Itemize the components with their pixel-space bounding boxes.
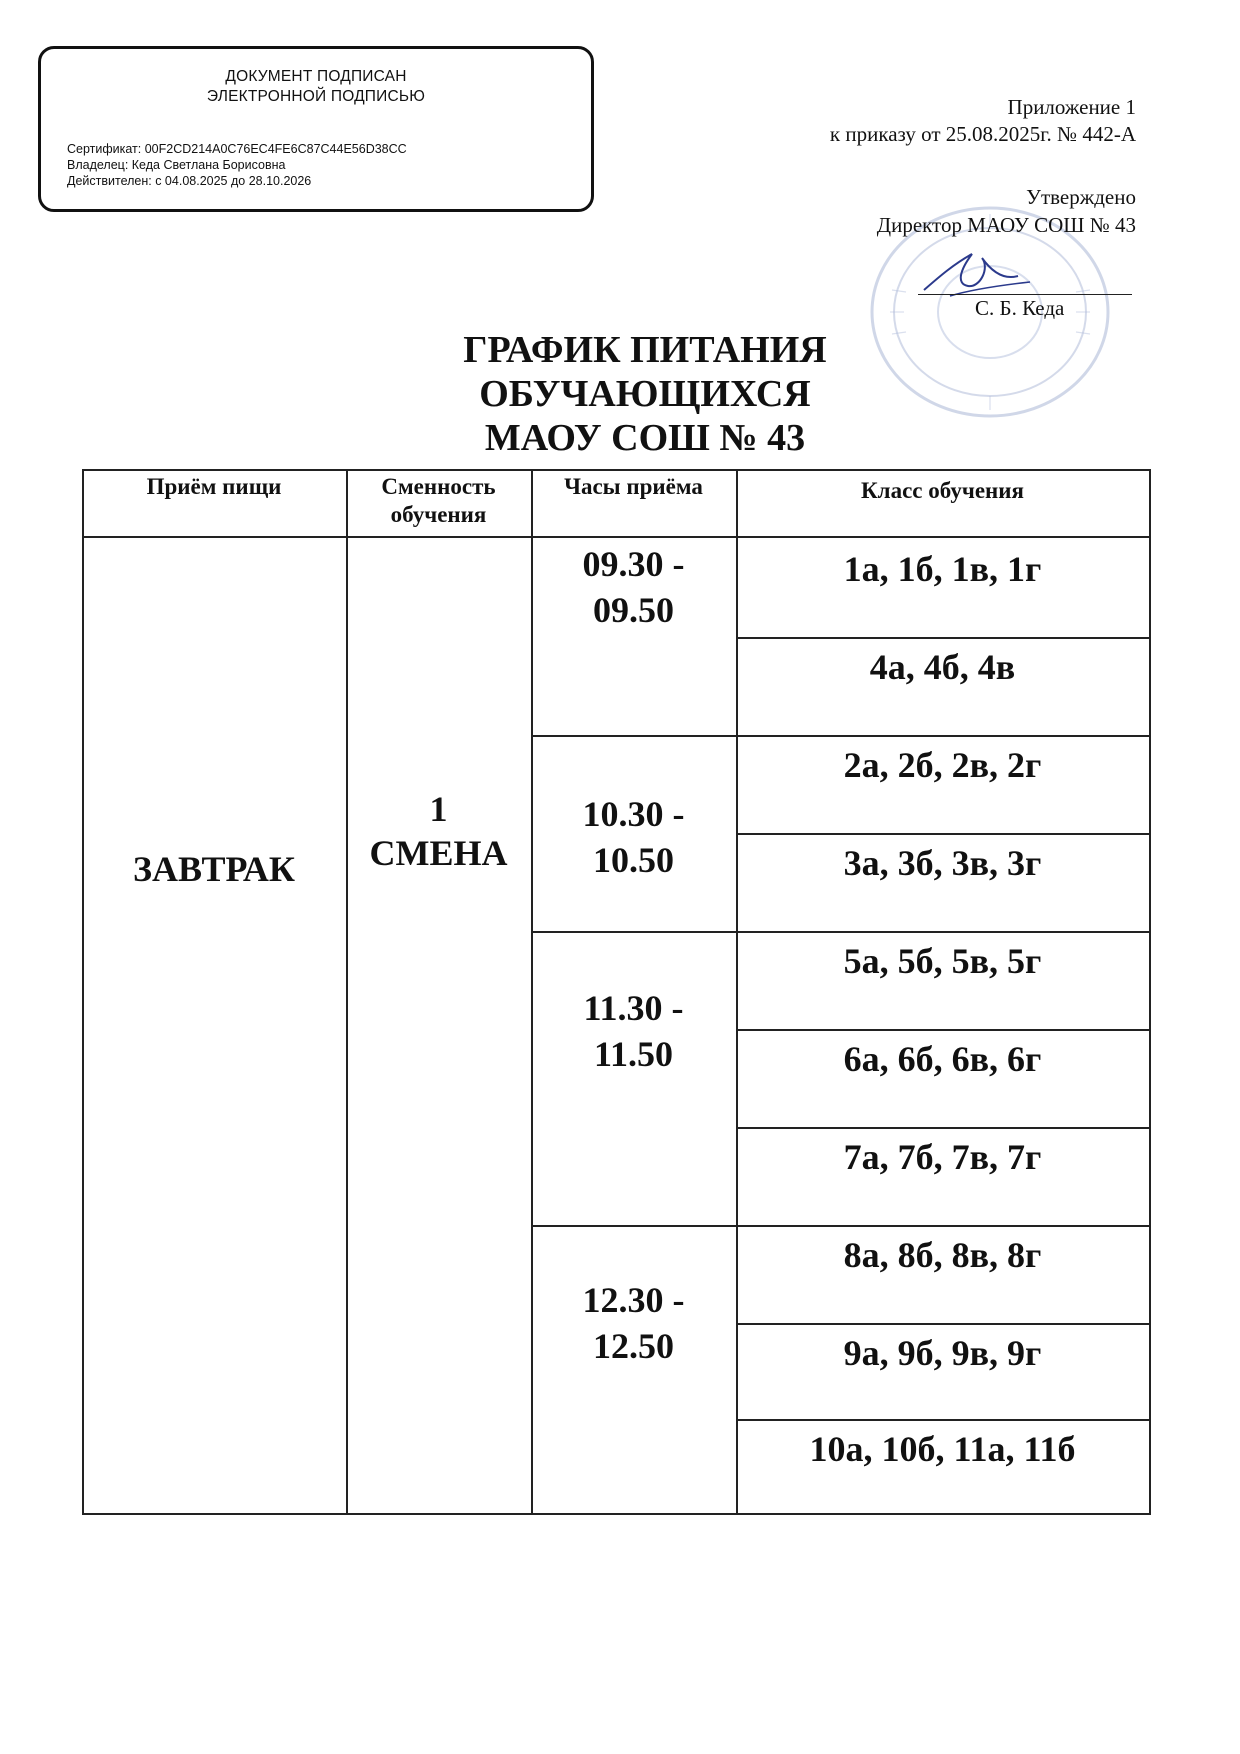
meal-type: ЗАВТРАК bbox=[132, 849, 296, 889]
time-end: 09.50 bbox=[593, 590, 674, 630]
time-slot bbox=[531, 985, 736, 1077]
validity-line: Действителен: с 04.08.2025 до 28.10.2026 bbox=[67, 174, 312, 188]
title-line2: ОБУЧАЮЩИХСЯ bbox=[479, 373, 811, 415]
header-meal: Приём пищи bbox=[146, 474, 282, 499]
class-list: 5а, 5б, 5в, 5г bbox=[843, 941, 1042, 981]
table-column-divider bbox=[346, 469, 348, 1515]
table-border-right bbox=[1149, 469, 1151, 1515]
signature-title-line1: ДОКУМЕНТ ПОДПИСАН bbox=[225, 68, 407, 85]
class-list: 10а, 10б, 11а, 11б bbox=[809, 1429, 1076, 1469]
appendix-line1: Приложение 1 bbox=[1007, 95, 1136, 119]
certificate-line: Сертификат: 00F2CD214A0C76EC4FE6C87C44E56D38CC bbox=[67, 142, 407, 156]
class-list: 7а, 7б, 7в, 7г bbox=[843, 1137, 1042, 1177]
approval-block bbox=[877, 183, 1136, 239]
time-start: 10.30 - bbox=[582, 794, 685, 834]
class-list: 4а, 4б, 4в bbox=[869, 647, 1016, 687]
header-divider bbox=[82, 536, 1151, 538]
appendix-reference bbox=[830, 94, 1136, 148]
class-list: 8а, 8б, 8в, 8г bbox=[843, 1235, 1042, 1275]
document-title bbox=[340, 328, 950, 460]
class-list: 3а, 3б, 3в, 3г bbox=[843, 843, 1042, 883]
header-shift: Сменность обучения bbox=[381, 474, 496, 527]
table-border-left bbox=[82, 469, 84, 1515]
approval-line2: Директор МАОУ СОШ № 43 bbox=[876, 213, 1136, 237]
time-slot bbox=[531, 541, 736, 633]
time-end: 11.50 bbox=[593, 1034, 673, 1074]
time-start: 09.30 - bbox=[582, 544, 685, 584]
title-line1: ГРАФИК ПИТАНИЯ bbox=[463, 329, 827, 371]
time-start: 12.30 - bbox=[582, 1280, 685, 1320]
class-list: 1а, 1б, 1в, 1г bbox=[843, 549, 1042, 589]
title-line3: МАОУ СОШ № 43 bbox=[484, 417, 806, 459]
electronic-signature-box bbox=[38, 46, 594, 212]
header-hours: Часы приёма bbox=[564, 474, 703, 499]
signature-title bbox=[41, 67, 591, 107]
class-list: 9а, 9б, 9в, 9г bbox=[843, 1333, 1042, 1373]
appendix-line2: к приказу от 25.08.2025г. № 442-А bbox=[829, 122, 1136, 146]
time-start: 11.30 - bbox=[583, 988, 684, 1028]
time-slot bbox=[531, 791, 736, 883]
shift-number: 1 bbox=[429, 789, 448, 829]
time-end: 12.50 bbox=[593, 1326, 674, 1366]
signer-name: С. Б. Кеда bbox=[975, 296, 1065, 320]
owner-line: Владелец: Кеда Светлана Борисовна bbox=[67, 158, 286, 172]
meal-schedule-table bbox=[82, 469, 1151, 1515]
shift-label: СМЕНА bbox=[369, 833, 508, 873]
class-list: 2а, 2б, 2в, 2г bbox=[843, 745, 1042, 785]
class-list: 6а, 6б, 6в, 6г bbox=[843, 1039, 1042, 1079]
signature-line bbox=[918, 294, 1132, 295]
signature-title-line2: ЭЛЕКТРОННОЙ ПОДПИСЬЮ bbox=[206, 88, 426, 105]
time-end: 10.50 bbox=[593, 840, 674, 880]
header-classes: Класс обучения bbox=[861, 478, 1024, 503]
approval-line1: Утверждено bbox=[1026, 185, 1136, 209]
shift-cell bbox=[346, 787, 531, 875]
table-border-bottom bbox=[82, 1513, 1151, 1515]
time-slot bbox=[531, 1277, 736, 1369]
